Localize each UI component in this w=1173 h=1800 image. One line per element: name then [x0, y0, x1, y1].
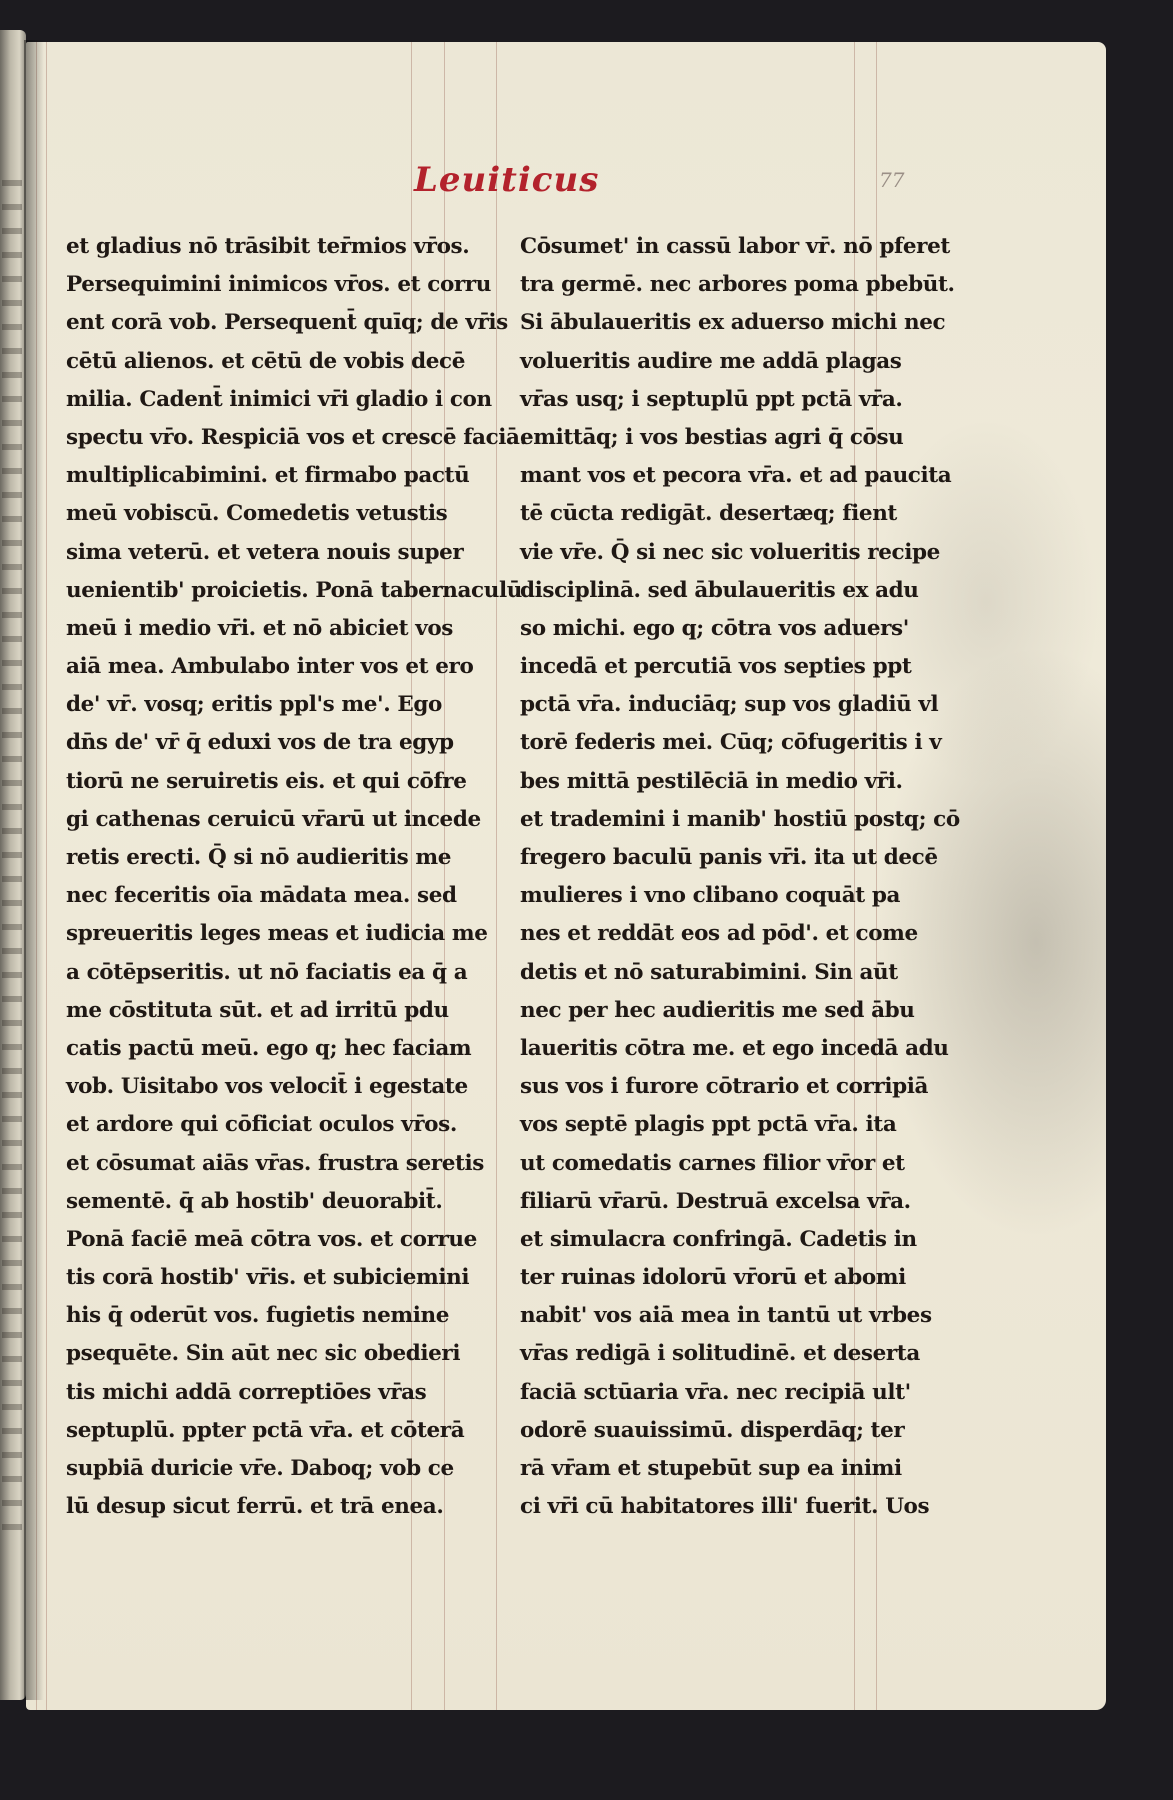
text-line: tiorū ne seruiretis eis. et qui cōfre: [66, 768, 467, 794]
text-line: tē cūcta redigāt. desertæq; fient: [520, 501, 897, 527]
text-line: sementē. q̄ ab hostib' deuorabit̄.: [66, 1188, 443, 1214]
text-line: nabit' vos aiā mea in tantū ut vrbes: [520, 1303, 932, 1329]
text-line: aiā mea. Ambulabo inter vos et ero: [66, 654, 474, 680]
text-line: multiplicabimini. et firmabo pactū: [66, 463, 470, 489]
text-line: me cōstituta sūt. et ad irritū pdu: [66, 997, 449, 1023]
manuscript-folio: [26, 42, 1106, 1710]
text-line: emittāq; i vos bestias agri q̄ cōsu: [520, 424, 904, 450]
text-line: laueritis cōtra me. et ego incedā adu: [520, 1035, 949, 1061]
text-line: filiarū vr̄arū. Destruā excelsa vr̄a.: [520, 1188, 911, 1214]
running-title: Leuiticus: [414, 160, 600, 200]
facing-page-edge: [0, 30, 26, 1700]
text-line: Persequimini inimicos vr̄os. et corru: [66, 272, 491, 298]
ruling-line: [46, 42, 47, 1710]
text-line: nec feceritis oīa mādata mea. sed: [66, 883, 457, 909]
text-line: vos septē plagis ppt pctā vr̄a. ita: [520, 1112, 897, 1138]
text-line: catis pactū meū. ego q; hec faciam: [66, 1035, 472, 1061]
text-line: gi cathenas ceruicū vr̄arū ut incede: [66, 806, 481, 832]
text-line: supbiā duricie vr̄e. Daboq; vob ce: [66, 1456, 454, 1481]
text-line: nec per hec audieritis me sed ābu: [520, 997, 915, 1023]
text-line: fregero baculū panis vr̄i. ita ut decē: [520, 845, 938, 870]
text-line: et cōsumat aiās vr̄as. frustra seretis: [66, 1150, 484, 1176]
text-line: nes et reddāt eos ad pōd'. et come: [520, 921, 918, 947]
text-line: ci vr̄i cū habitatores illi' fuerit. Uos: [520, 1494, 930, 1520]
text-line: faciā sctūaria vr̄a. nec recipiā ult': [520, 1379, 911, 1405]
text-line: rā vr̄am et stupebūt sup ea inimi: [520, 1456, 902, 1481]
text-line: lū desup sicut ferrū. et trā enea.: [66, 1494, 444, 1520]
text-line: ent corā vob. Persequent̄ quīq; de vr̄is: [66, 310, 508, 336]
text-line: milia. Cadent̄ inimici vr̄i gladio i con: [66, 386, 492, 412]
text-line: torē federis mei. Cūq; cōfugeritis i v: [520, 730, 942, 756]
text-line: his q̄ oderūt vos. fugietis nemine: [66, 1303, 450, 1329]
text-line: dn̄s de' vr̄ q̄ eduxi vos de tra egyp: [66, 730, 454, 756]
text-line: septuplū. ppter pctā vr̄a. et cōterā: [66, 1417, 465, 1443]
text-line: ut comedatis carnes filior vr̄or et: [520, 1150, 905, 1176]
text-line: spreueritis leges meas et iudicia me: [66, 921, 488, 947]
text-line: sus vos i furore cōtrario et corripiā: [520, 1074, 929, 1100]
text-line: et trademini i manib' hostiū postq; cō: [520, 806, 960, 832]
text-line: vr̄as redigā i solitudinē. et deserta: [520, 1341, 920, 1367]
text-line: vob. Uisitabo vos velocit̄ i egestate: [66, 1074, 468, 1100]
ruling-line: [496, 42, 497, 1710]
text-column-left: [66, 228, 527, 1526]
text-line: et gladius nō trāsibit ter̄mios vr̄os.: [66, 234, 470, 259]
text-line: detis et nō saturabimini. Sin aūt: [520, 959, 898, 985]
text-line: odorē suauissimū. disperdāq; ter: [520, 1417, 905, 1443]
text-line: uenientib' proicietis. Ponā tabernaculū: [66, 577, 522, 603]
text-line: vie vr̄e. Q̄ si nec sic volueritis recipe: [520, 539, 940, 565]
text-line: psequēte. Sin aūt nec sic obedieri: [66, 1341, 461, 1367]
text-line: tis michi addā correptiōes vr̄as: [66, 1379, 427, 1405]
text-line: et simulacra confringā. Cadetis in: [520, 1226, 917, 1252]
text-line: spectu vr̄o. Respiciā vos et crescē faciā.: [66, 424, 527, 450]
gutter-shadow: [24, 40, 44, 1700]
text-line: mulieres i vno clibano coquāt pa: [520, 883, 901, 909]
text-line: cētū alienos. et cētū de vobis decē: [66, 348, 466, 374]
text-column-right: [520, 228, 960, 1526]
text-line: volueritis audire me addā plagas: [520, 348, 902, 374]
text-line: tis corā hostib' vr̄is. et subiciemini: [66, 1265, 470, 1291]
text-line: Si ābulaueritis ex aduerso michi nec: [520, 310, 946, 336]
text-line: Ponā faciē meā cōtra vos. et corrue: [66, 1226, 477, 1252]
text-line: pctā vr̄a. induciāq; sup vos gladiū vl: [520, 692, 939, 718]
text-line: incedā et percutiā vos septies ppt: [520, 654, 912, 680]
text-line: meū i medio vr̄i. et nō abiciet vos: [66, 615, 453, 641]
text-line: Cōsumet' in cassū labor vr̄. nō pferet: [520, 234, 950, 259]
text-line: sima veterū. et vetera nouis super: [66, 539, 464, 565]
text-line: a cōtēpseritis. ut nō faciatis ea q̄ a: [66, 959, 468, 985]
text-line: retis erecti. Q̄ si nō audieritis me: [66, 845, 452, 870]
text-line: mant vos et pecora vr̄a. et ad paucita: [520, 463, 952, 489]
text-line: so michi. ego q; cōtra vos aduers': [520, 615, 909, 641]
text-line: meū vobiscū. Comedetis vetustis: [66, 501, 448, 527]
folio-number: 77: [879, 168, 905, 192]
text-line: de' vr̄. vosq; eritis ppl's me'. Ego: [66, 692, 442, 718]
text-line: et ardore qui cōficiat oculos vr̄os.: [66, 1112, 457, 1138]
text-line: vr̄as usq; i septuplū ppt pctā vr̄a.: [520, 386, 903, 412]
text-line: ter ruinas idolorū vr̄orū et abomi: [520, 1265, 906, 1291]
text-line: tra germē. nec arbores poma pbebūt.: [520, 272, 955, 298]
facing-page-text-fragment: [2, 180, 22, 1540]
text-line: bes mittā pestilēciā in medio vr̄i.: [520, 768, 903, 794]
text-line: disciplinā. sed ābulaueritis ex adu: [520, 577, 919, 603]
